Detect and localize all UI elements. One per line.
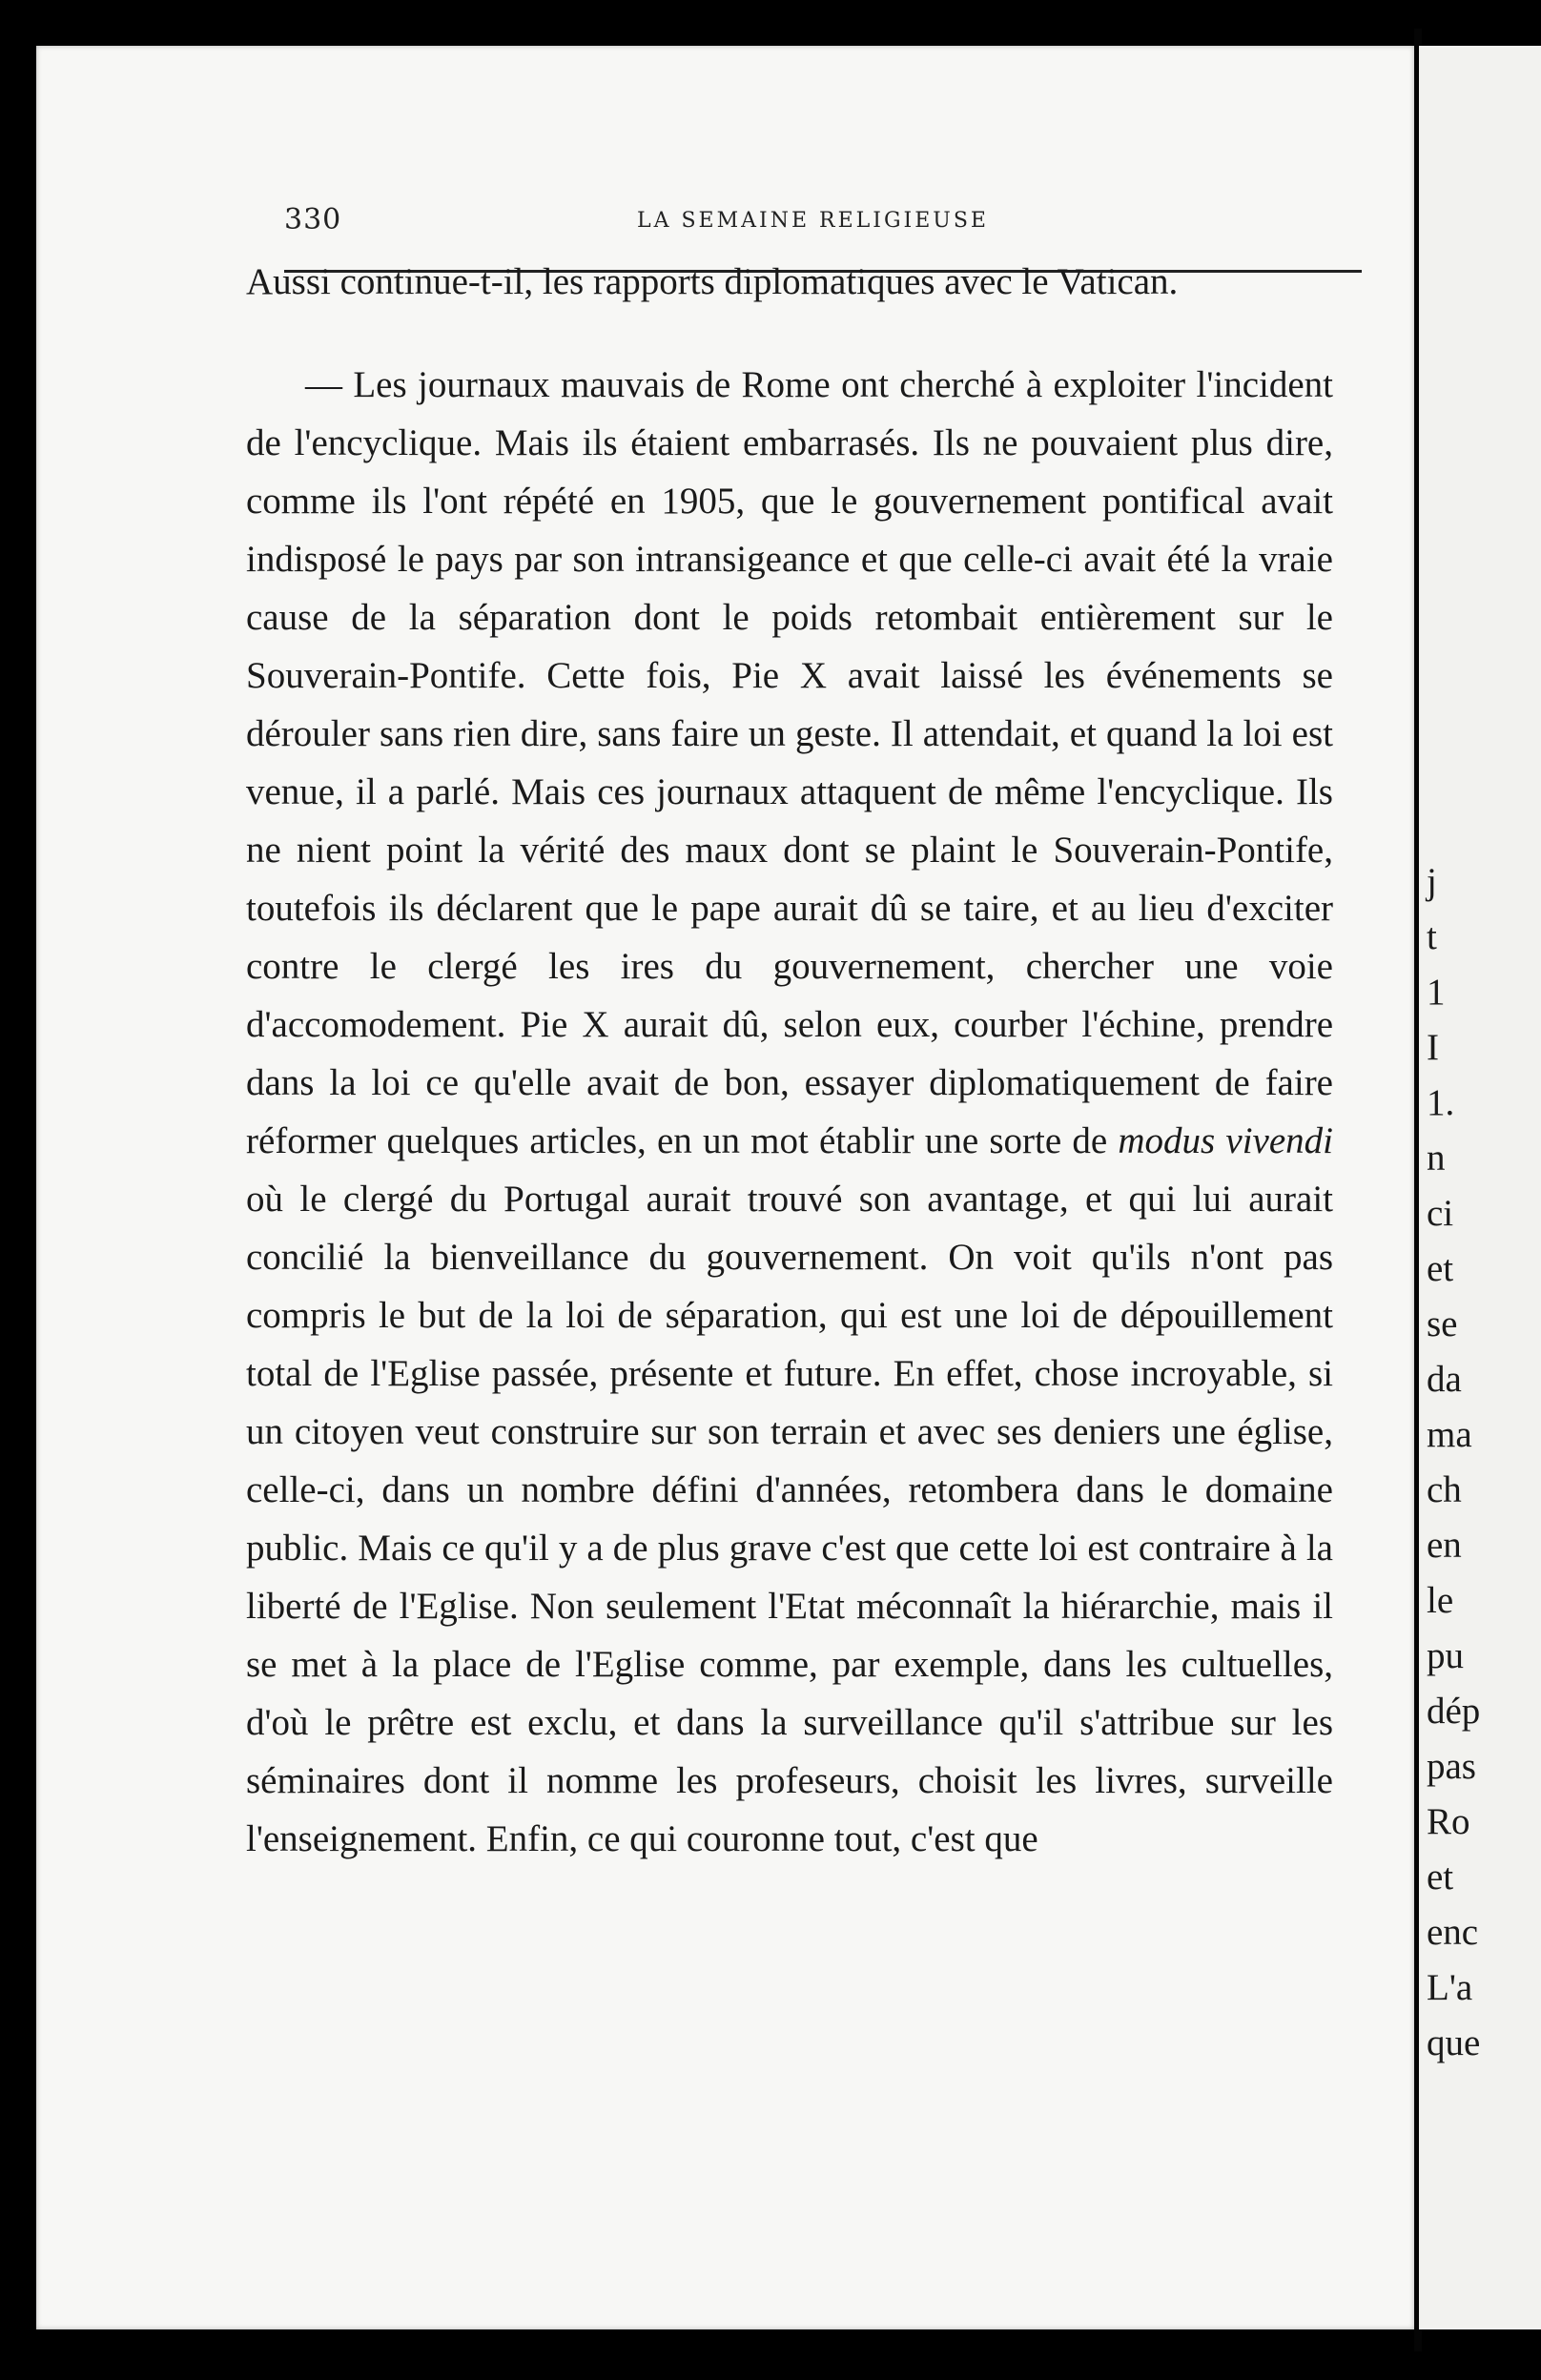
- running-title: LA SEMAINE RELIGIEUSE: [637, 209, 989, 233]
- body-text: [246, 253, 1333, 1868]
- facing-fragment: se: [1427, 1303, 1458, 1344]
- paragraph-2-part-2: où le clergé du Portugal aurait trouvé son avantage, et qui lui aurait concilié la bienveillance du gouvernement. On voit qu'ils n'ont pas compris le but de la loi de séparation, qui est une loi de dépouillement total de l'Eglise passée, présente et future. En effet, chose incroyable, si un citoyen veut construire sur son terrain et avec ses deniers une église, celle-ci, dans un nombre défini d'années, retombera dans le domaine public. Mais ce qu'il y a de plus grave c'est que cette loi est contraire à la liberté de l'Eglise. Non seulement l'Etat méconnaît la hiérarchie, mais il se met à la place de l'Eglise comme, par exemple, dans les cultuelles, d'où le prêtre est exclu, et dans la surveillance qu'il s'attribue sur les séminaires dont il nomme les profeseurs, choisit les livres, surveille l'enseignement. Enfin, ce qui couronne tout, c'est que: [246, 1179, 1333, 1859]
- page-number: 330: [284, 203, 342, 236]
- facing-fragment: et: [1427, 1857, 1454, 1898]
- facing-fragment: ch: [1427, 1469, 1462, 1510]
- paragraph-2: [246, 356, 1333, 1868]
- facing-fragment: pas: [1427, 1746, 1476, 1787]
- facing-fragment: ma: [1427, 1414, 1472, 1455]
- facing-fragment: t: [1427, 916, 1437, 957]
- facing-fragment: n: [1427, 1138, 1446, 1179]
- facing-fragment: enc: [1427, 1912, 1479, 1953]
- facing-fragment: L'a: [1427, 1967, 1473, 2008]
- facing-fragment: en: [1427, 1525, 1462, 1566]
- facing-fragment: dép: [1427, 1691, 1481, 1732]
- facing-fragment: que: [1427, 2022, 1481, 2063]
- facing-fragment: et: [1427, 1248, 1454, 1289]
- facing-fragment: ci: [1427, 1193, 1454, 1234]
- facing-page-edge: [1419, 46, 1541, 2329]
- facing-fragment: le: [1427, 1580, 1454, 1621]
- italic-phrase: modus vivendi: [1118, 1120, 1333, 1161]
- facing-fragment: Ro: [1427, 1801, 1470, 1842]
- facing-fragment: 1: [1427, 972, 1446, 1013]
- paragraph-2-part-1: — Les journaux mauvais de Rome ont cherché à exploiter l'incident de l'encyclique. Mais ils étaient embarrasés. Ils ne pouvaient plus dire, comme ils l'ont répété en 1905, que le gouvernement pontifical avait indisposé le pays par son intransigeance et que celle-ci avait été la vraie cause de la séparation dont le poids retombait entièrement sur le Souverain-Pontife. Cette fois, Pie X avait laissé les événements se dérouler sans rien dire, sans faire un geste. Il attendait, et quand la loi est venue, il a parlé. Mais ces journaux attaquent de même l'encyclique. Ils ne nient point la vérité des maux dont se plaint le Souverain-Pontife, toutefois ils déclarent que le pape aurait dû se taire, et au lieu d'exciter contre le clergé les ires du gouvernement, chercher une voie d'accomodement. Pie X aurait dû, selon eux, courber l'échine, prendre dans la loi ce qu'elle avait de bon, essayer diplomatiquement de faire réformer quelques articles, en un mot établir une sorte de: [246, 364, 1333, 1161]
- facing-fragment: I: [1427, 1027, 1439, 1068]
- facing-fragment: j: [1427, 861, 1437, 902]
- facing-fragment: 1.: [1427, 1082, 1455, 1123]
- facing-fragment: da: [1427, 1359, 1462, 1400]
- facing-fragment: pu: [1427, 1635, 1464, 1676]
- paragraph-1: Aussi continue-t-il, les rapports diplomatiques avec le Vatican.: [246, 261, 1179, 302]
